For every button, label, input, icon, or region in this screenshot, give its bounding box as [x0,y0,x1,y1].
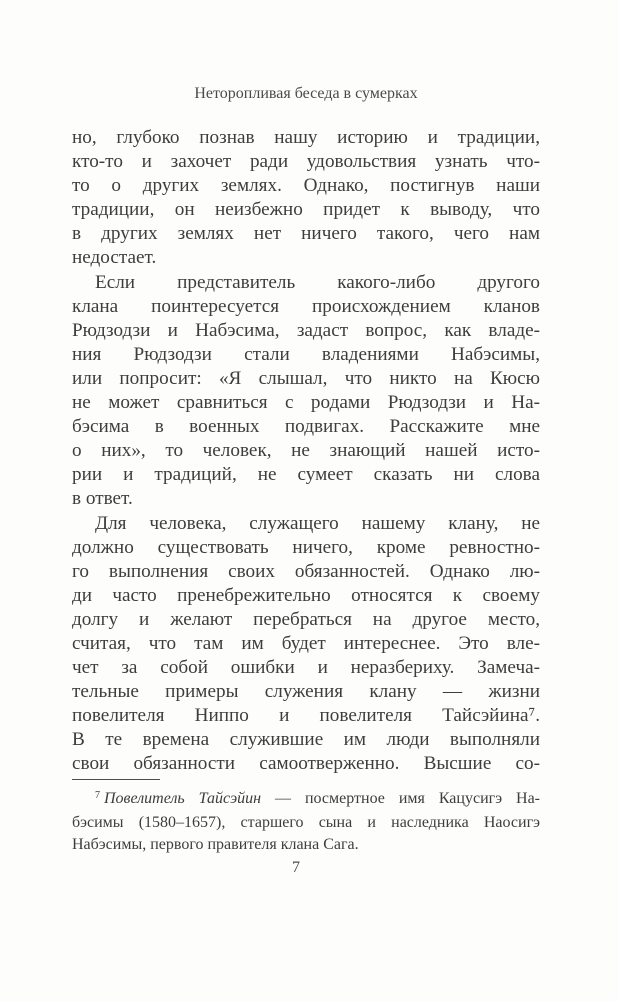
text-line: свои обязанности самоотверженно. Высшие со- [72,753,540,775]
text-line: ди часто пренебрежительно относятся к своему [72,584,540,606]
text-line: ния Рюдзодзи стали владениями Набэсимы, [72,343,540,365]
text-line: Если представитель какого-либо другого [95,271,540,293]
text-line: то о других землях. Однако, постигнув наши [72,175,540,197]
text-line: клана поинтересуется происхождением кланов [72,295,540,317]
footnote-text: — посмертное имя Кацусигэ На- [261,790,540,807]
text-line: недостает. [72,247,157,269]
text-line: Для человека, служащего нашему клану, не [95,512,540,534]
footnote-line: Набэсимы, первого правителя клана Сага. [72,836,359,853]
text-line: тельные примеры служения клану — жизни [72,681,540,703]
footnote-marker: 7 [95,790,100,801]
footnote [72,779,540,856]
text-line: рии и традиций, не сумеет сказать ни слова [72,464,540,486]
text-line: го выполнения своих обязанностей. Однако лю- [72,560,540,582]
footnote-line: бэсимы (1580–1657), старшего сына и наследника Наосигэ [72,814,540,831]
text-line: в других землях нет ничего такого, чего нам [72,223,540,245]
text-line: Рюдзодзи и Набэсима, задаст вопрос, как владе- [72,319,540,341]
footnote-term: Повелитель Тайсэйин [104,790,262,807]
page-number: 7 [292,859,300,876]
text-line: о них», то человек, не знающий нашей исто- [72,440,540,462]
text-line: не может сравниться с родами Рюдзодзи и На- [72,392,540,414]
text-line: но, глубоко познав нашу историю и традиции, [72,127,540,148]
body-text [72,126,540,777]
text-line: в ответ. [72,488,133,510]
text-line: или попросит: «Я слышал, что никто на Кюсю [72,367,540,389]
text-line: чет за собой ошибки и неразбериху. Замеча- [72,657,540,679]
text-line: считая, что там им будет интереснее. Это вле- [72,632,540,654]
text-line: долгу и желают перебраться на другое место, [72,608,540,630]
text-line: В те времена служившие им люди выполняли [72,729,540,751]
text-line: традиции, он неизбежно придет к выводу, что [72,199,540,221]
text-line: бэсима в военных подвигах. Расскажите мне [72,416,540,438]
running-header: Неторопливая беседа в сумерках [194,85,418,102]
text-line: кто-то и захочет ради удовольствия узнать что- [72,151,540,173]
footnote-line [72,788,540,812]
text-line: должно существовать ничего, кроме ревностно- [72,536,540,558]
footnote-divider [72,779,160,780]
text-line: повелителя Ниппо и повелителя Тайсэйина⁷. [72,705,540,727]
